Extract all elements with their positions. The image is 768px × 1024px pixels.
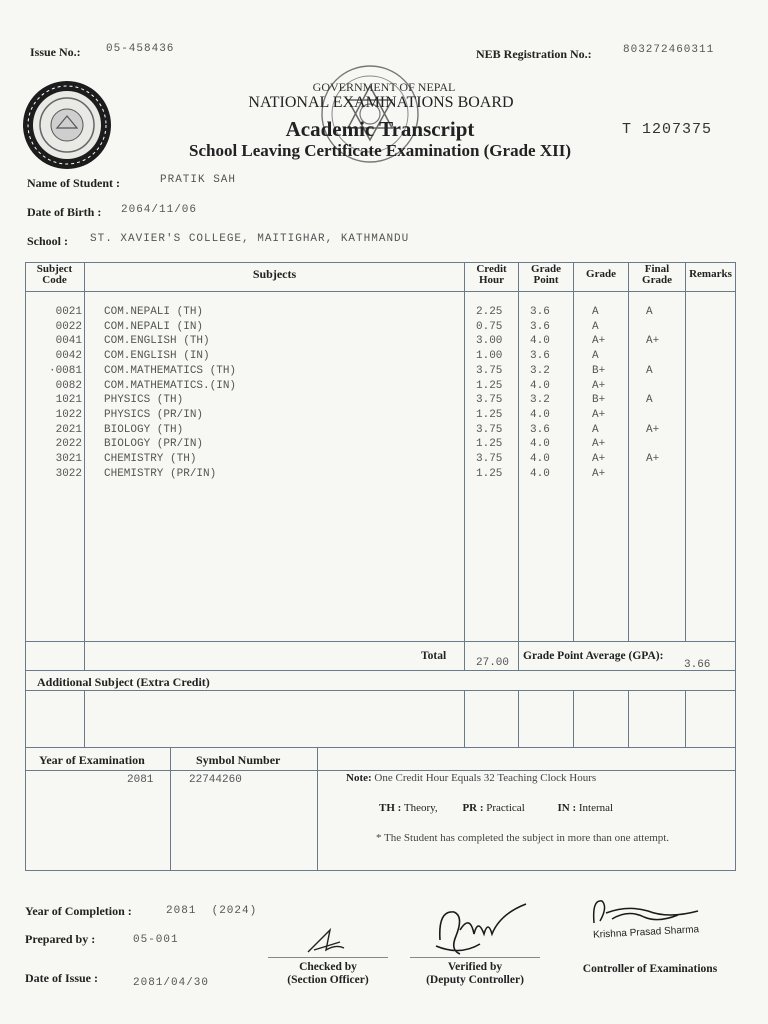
row-subject: BIOLOGY (PR/IN) xyxy=(104,438,204,451)
row-grade-point: 4.0 xyxy=(530,379,550,392)
row-grade: B+ xyxy=(592,394,606,407)
row-credit-hour: 3.75 xyxy=(476,394,503,407)
row-grade-point: 3.6 xyxy=(530,350,550,363)
row-subject: COM.MATHEMATICS (TH) xyxy=(104,364,237,377)
row-code: 0082 xyxy=(55,379,82,392)
row-grade-point: 3.6 xyxy=(530,423,550,436)
row-grade: A xyxy=(592,320,599,333)
reg-no-label: NEB Registration No.: xyxy=(476,47,592,61)
gpa-value: 3.66 xyxy=(684,659,711,671)
row-final-grade: A xyxy=(646,306,653,318)
row-grade-point: 3.2 xyxy=(530,394,550,407)
row-code: 1021 xyxy=(55,394,82,407)
document-title: Academic Transcript xyxy=(285,117,475,141)
student-name: PRATIK SAH xyxy=(160,174,237,186)
row-credit-hour: 2.25 xyxy=(476,306,503,318)
row-subject: PHYSICS (PR/IN) xyxy=(104,408,204,421)
dob: 2064/11/06 xyxy=(121,204,198,216)
row-grade-point: 4.0 xyxy=(530,335,550,348)
row-grade: A+ xyxy=(592,408,606,421)
row-code: 2022 xyxy=(55,438,82,451)
reg-no: 803272460311 xyxy=(623,44,715,56)
row-grade: A+ xyxy=(592,379,606,392)
school-name: ST. XAVIER'S COLLEGE, MAITIGHAR, KATHMANDU xyxy=(90,233,410,245)
transcript-number: T 1207375 xyxy=(622,121,713,138)
prepared-by-label: Prepared by : xyxy=(25,932,96,946)
row-credit-hour: 0.75 xyxy=(476,320,503,333)
exam-year: 2081 xyxy=(127,774,154,786)
total-credit: 27.00 xyxy=(476,657,510,669)
header-remarks: Remarks xyxy=(689,268,732,280)
date-of-issue: 2081/04/30 xyxy=(133,977,210,989)
additional-subject-label: Additional Subject (Extra Credit) xyxy=(37,675,210,689)
abbreviation-legend: TH : Theory, PR : Practical IN : Internal xyxy=(379,802,614,814)
row-code: 0021 xyxy=(55,306,82,318)
completion-year: 2081 (2024) xyxy=(166,905,258,917)
row-credit-hour: 1.25 xyxy=(476,467,503,480)
row-grade-point: 4.0 xyxy=(530,467,550,480)
school-label: School : xyxy=(27,234,69,248)
row-grade-point: 4.0 xyxy=(530,438,550,451)
row-grade-point: 4.0 xyxy=(530,453,550,465)
row-credit-hour: 1.25 xyxy=(476,438,503,451)
row-credit-hour: 1.00 xyxy=(476,350,503,363)
row-credit-hour: 3.75 xyxy=(476,364,503,377)
row-code: 3022 xyxy=(55,467,82,480)
row-credit-hour: 3.75 xyxy=(476,453,503,465)
row-subject: PHYSICS (TH) xyxy=(104,394,184,407)
dob-label: Date of Birth : xyxy=(27,205,102,219)
row-credit-hour: 3.75 xyxy=(476,423,503,436)
row-final-grade: A xyxy=(646,394,653,407)
verified-by: Verified by (Deputy Controller) xyxy=(426,961,524,986)
row-credit-hour: 3.00 xyxy=(476,335,503,348)
row-code: 0042 xyxy=(55,350,82,363)
row-subject: COM.ENGLISH (TH) xyxy=(104,335,210,348)
row-grade: B+ xyxy=(592,364,606,377)
row-code: 2021 xyxy=(55,423,82,436)
symbol-number: 22744260 xyxy=(189,774,242,786)
student-name-label: Name of Student : xyxy=(27,176,120,190)
row-final-grade: A+ xyxy=(646,423,660,436)
attempt-note: * The Student has completed the subject in more than one attempt. xyxy=(376,832,670,844)
row-grade: A+ xyxy=(592,467,606,480)
deputy-controller-signature xyxy=(430,900,530,962)
board-title: NATIONAL EXAMINATIONS BOARD xyxy=(248,94,514,111)
row-credit-hour: 1.25 xyxy=(476,379,503,392)
section-officer-signature xyxy=(300,920,360,960)
row-grade-point: 3.6 xyxy=(530,320,550,333)
row-subject: BIOLOGY (TH) xyxy=(104,423,184,436)
header-subjects: Subjects xyxy=(252,267,297,281)
row-final-grade: A+ xyxy=(646,335,660,348)
header-subject-code: Subject Code xyxy=(36,263,73,286)
row-code: 3021 xyxy=(55,453,82,465)
controller-name: Krishna Prasad Sharma xyxy=(592,924,700,941)
row-final-grade: A+ xyxy=(646,453,660,465)
gpa-label: Grade Point Average (GPA): xyxy=(523,650,664,662)
symbol-number-label: Symbol Number xyxy=(196,753,281,767)
year-of-exam-label: Year of Examination xyxy=(39,753,145,767)
header-grade-point: Grade Point xyxy=(531,263,561,286)
header-credit-hour: Credit Hour xyxy=(476,263,507,286)
row-subject: COM.NEPALI (IN) xyxy=(104,320,204,333)
total-label: Total xyxy=(421,650,447,662)
row-code: 1022 xyxy=(55,408,82,421)
row-grade: A+ xyxy=(592,438,606,451)
row-subject: CHEMISTRY (PR/IN) xyxy=(104,467,217,480)
date-of-issue-label: Date of Issue : xyxy=(25,971,98,985)
row-final-grade: A xyxy=(646,364,653,377)
prepared-by: 05-001 xyxy=(133,934,179,946)
row-grade: A xyxy=(592,423,599,436)
exam-title: School Leaving Certificate Examination (Grade XII) xyxy=(189,141,571,160)
header-final-grade: Final Grade xyxy=(642,263,672,286)
completion-label: Year of Completion : xyxy=(25,904,132,918)
row-grade-point: 4.0 xyxy=(530,408,550,421)
row-subject: COM.MATHEMATICS.(IN) xyxy=(104,379,237,392)
issue-no: 05-458436 xyxy=(106,43,175,55)
row-grade-point: 3.2 xyxy=(530,364,550,377)
issue-no-label: Issue No.: xyxy=(30,45,81,59)
row-grade-point: 3.6 xyxy=(530,306,550,318)
controller-title: Controller of Examinations xyxy=(582,963,718,975)
header-grade: Grade xyxy=(586,268,616,280)
row-code: ·0081 xyxy=(48,364,82,377)
row-subject: COM.NEPALI (TH) xyxy=(104,306,204,318)
checked-by: Checked by (Section Officer) xyxy=(287,961,369,986)
row-code: 0022 xyxy=(55,320,82,333)
credit-note: Note: One Credit Hour Equals 32 Teaching Clock Hours xyxy=(346,772,597,784)
row-grade: A xyxy=(592,350,599,363)
row-credit-hour: 1.25 xyxy=(476,408,503,421)
row-grade: A+ xyxy=(592,453,606,465)
row-grade: A xyxy=(592,306,599,318)
row-grade: A+ xyxy=(592,335,606,348)
row-code: 0041 xyxy=(55,335,82,348)
row-subject: CHEMISTRY (TH) xyxy=(104,453,197,465)
row-subject: COM.ENGLISH (IN) xyxy=(104,350,210,363)
government-title: GOVERNMENT OF NEPAL xyxy=(312,80,456,94)
